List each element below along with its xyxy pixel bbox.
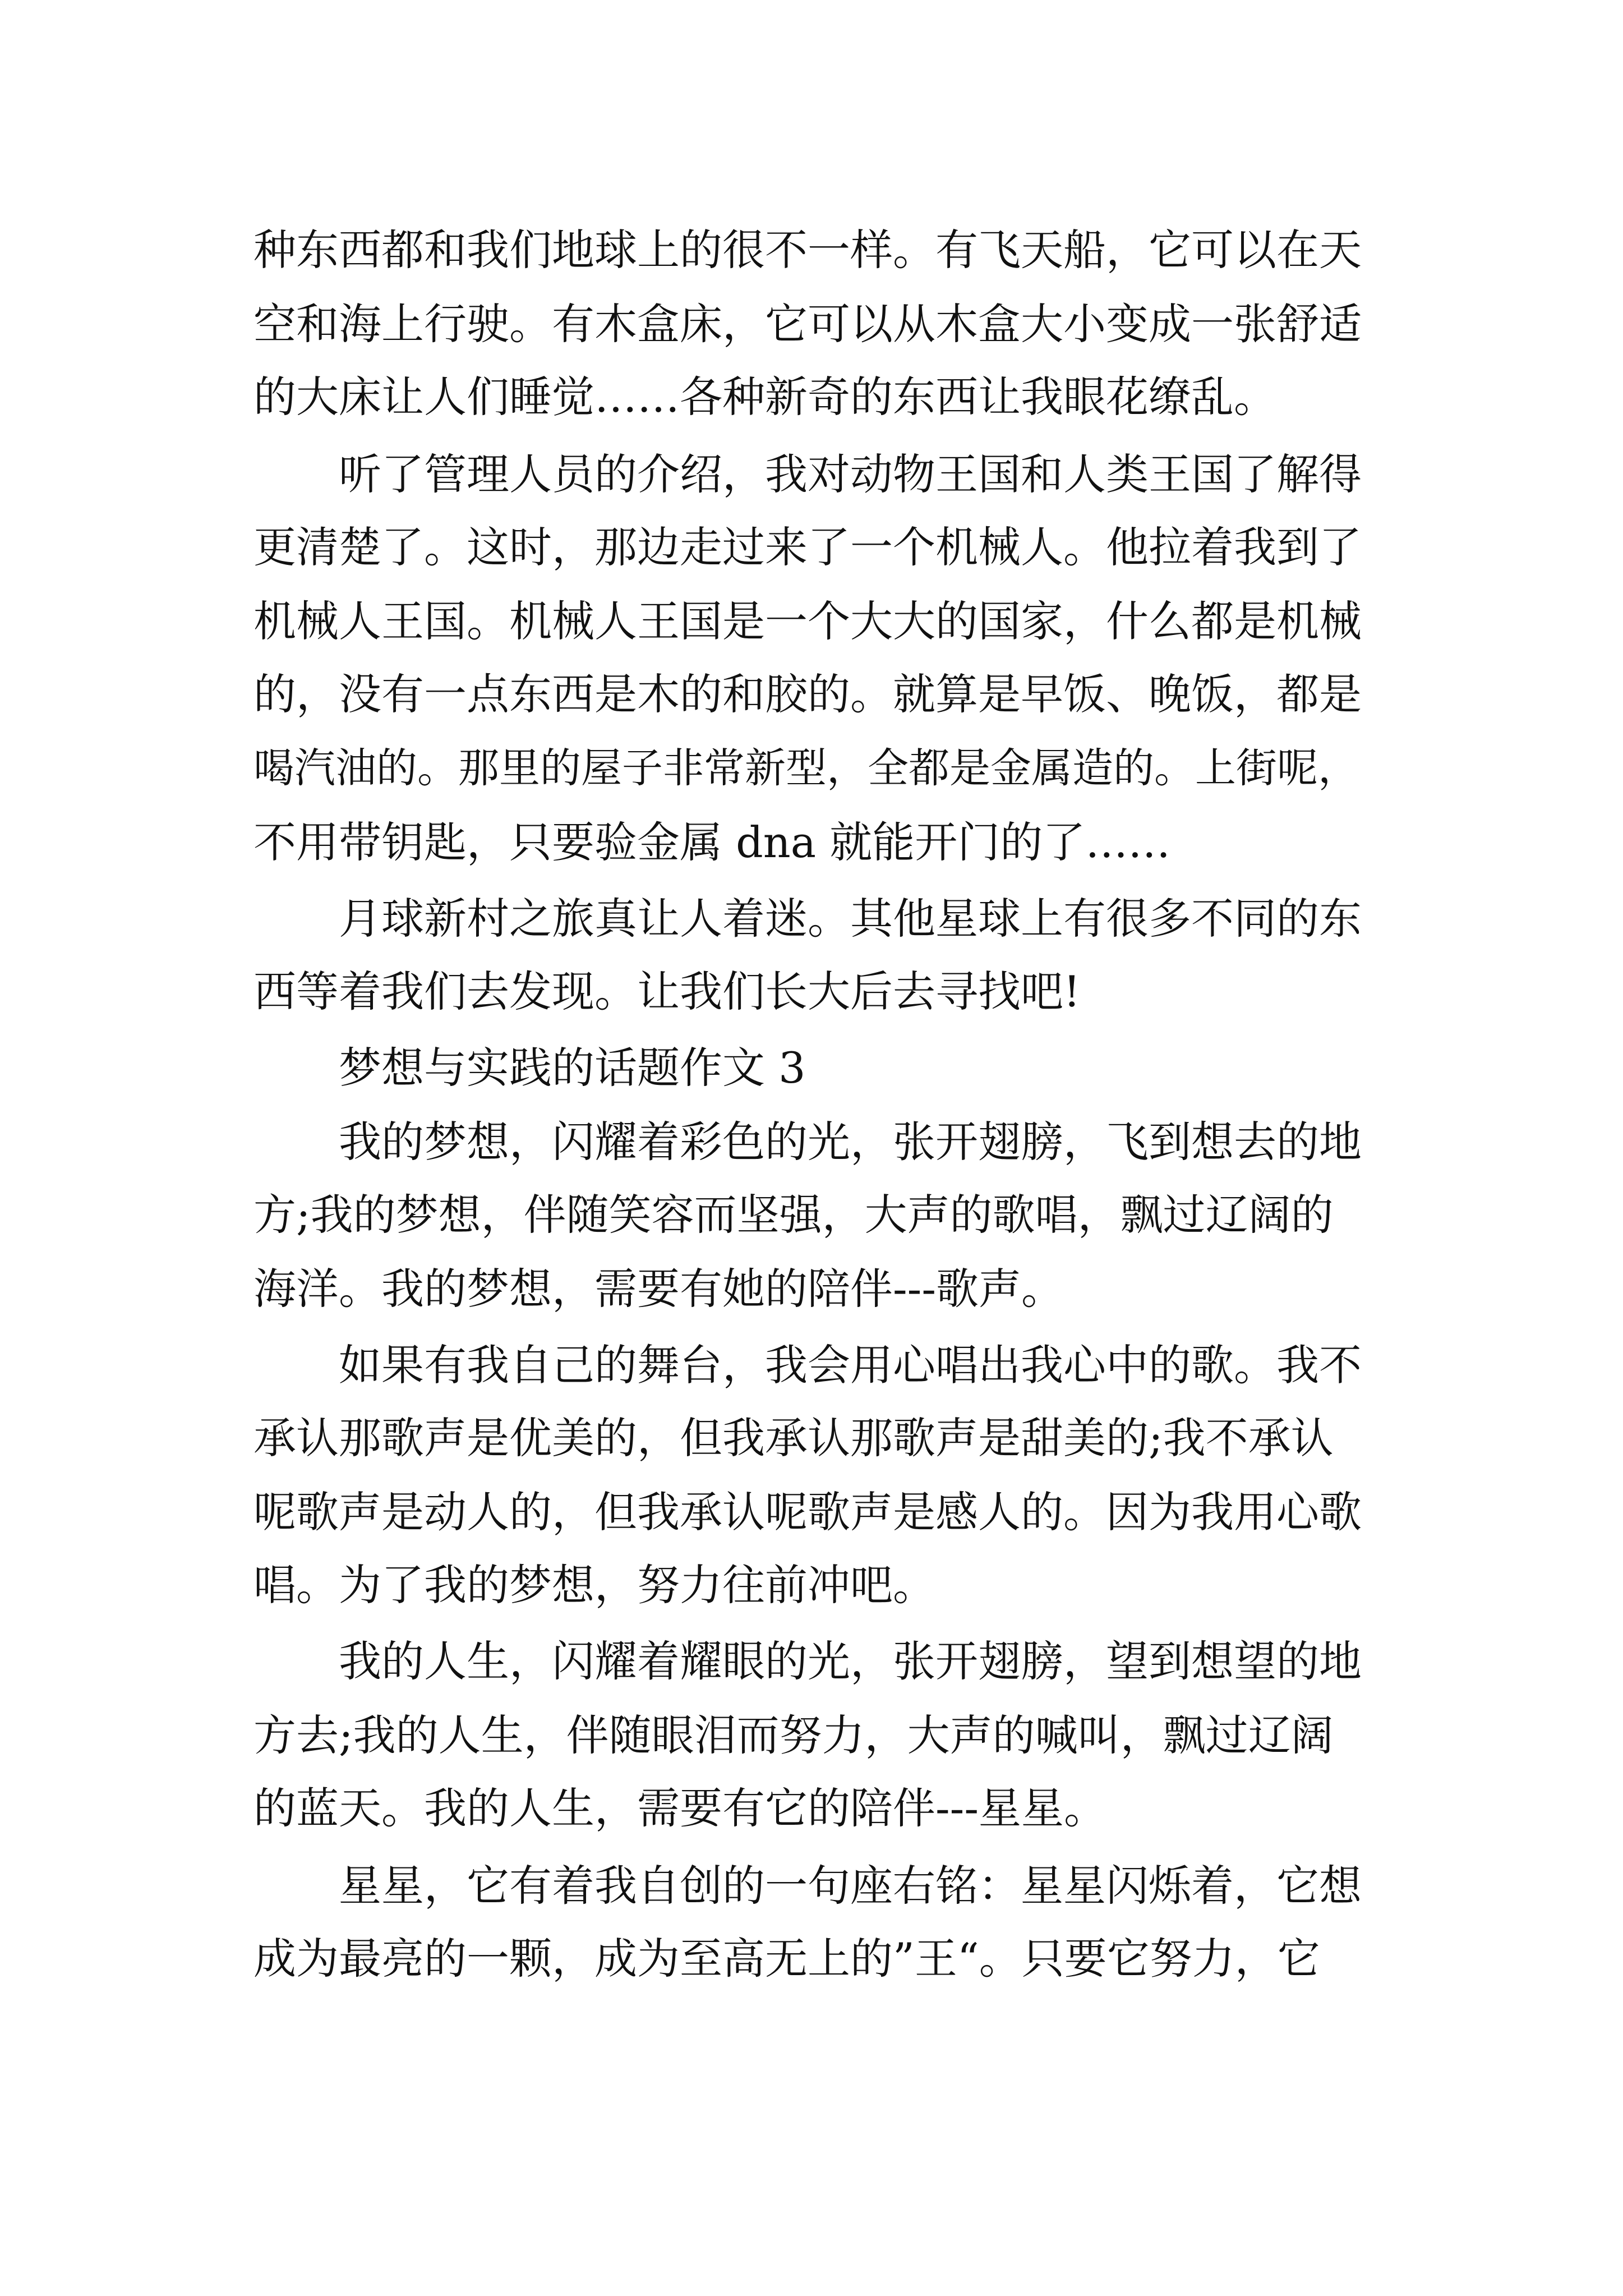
text-line: 成为最亮的一颗，成为至高无上的”王“。只要它努力，它: [253, 1934, 1320, 1984]
paragraph-first-line: 我的梦想，闪耀着彩色的光，张开翅膀，飞到想去的地: [339, 1117, 1362, 1167]
paragraph-first-line: 如果有我自己的舞台，我会用心唱出我心中的歌。我不: [339, 1340, 1362, 1390]
text-line: 唱。为了我的梦想，努力往前冲吧。: [253, 1560, 935, 1610]
text-line: 承认那歌声是优美的，但我承认那歌声是甜美的;我不承认: [253, 1413, 1334, 1463]
text-line: 机械人王国。机械人王国是一个大大的国家，什么都是机械: [253, 596, 1362, 646]
text-line: 西等着我们去发现。让我们长大后去寻找吧!: [253, 967, 1081, 1016]
section-heading: 梦想与实践的话题作文 3: [339, 1043, 806, 1093]
text-line: 方去;我的人生，伴随眼泪而努力，大声的喊叫，飘过辽阔: [253, 1710, 1334, 1760]
text-line: 种东西都和我们地球上的很不一样。有飞天船，它可以在天: [253, 225, 1362, 275]
text-line: 不用带钥匙，只要验金属 dna 就能开门的了……: [253, 817, 1171, 867]
paragraph-first-line: 星星，它有着我自创的一句座右铭：星星闪烁着，它想: [339, 1861, 1362, 1911]
text-line: 呢歌声是动人的，但我承认呢歌声是感人的。因为我用心歌: [253, 1487, 1362, 1537]
text-line: 的，没有一点东西是木的和胶的。就算是早饭、晚饭，都是: [253, 669, 1362, 719]
text-line: 的蓝天。我的人生，需要有它的陪伴---星星。: [253, 1783, 1107, 1833]
text-line: 更清楚了。这时，那边走过来了一个机械人。他拉着我到了: [253, 522, 1362, 572]
paragraph-first-line: 听了管理人员的介绍，我对动物王国和人类王国了解得: [339, 449, 1362, 499]
paragraph-first-line: 月球新村之旅真让人着迷。其他星球上有很多不同的东: [339, 894, 1362, 944]
text-line: 海洋。我的梦想，需要有她的陪伴---歌声。: [253, 1264, 1064, 1314]
text-line: 空和海上行驶。有木盒床，它可以从木盒大小变成一张舒适: [253, 299, 1362, 349]
text-line: 的大床让人们睡觉……各种新奇的东西让我眼花缭乱。: [253, 372, 1276, 422]
text-line: 方;我的梦想，伴随笑容而坚强，大声的歌唱，飘过辽阔的: [253, 1190, 1334, 1240]
text-line: 喝汽油的。那里的屋子非常新型，全都是金属造的。上街呢，: [253, 744, 1359, 792]
paragraph-first-line: 我的人生，闪耀着耀眼的光，张开翅膀，望到想望的地: [339, 1636, 1362, 1686]
